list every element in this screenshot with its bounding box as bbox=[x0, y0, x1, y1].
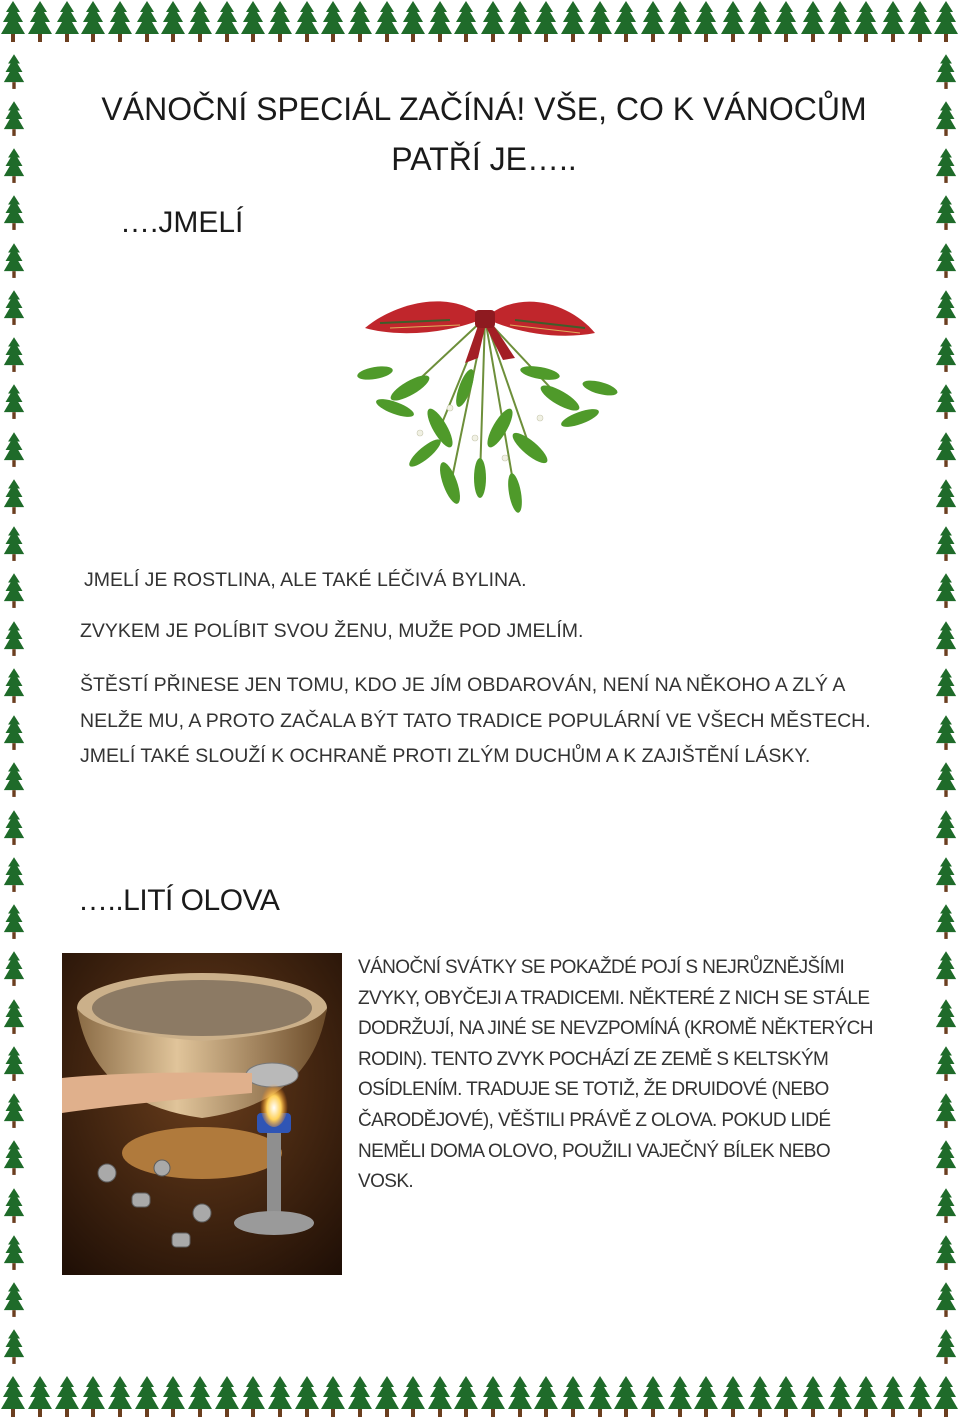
christmas-tree-icon bbox=[427, 1375, 453, 1419]
christmas-tree-icon bbox=[160, 0, 186, 44]
christmas-tree-icon bbox=[294, 0, 320, 44]
paragraph-jmeli-3: ŠTĚSTÍ PŘINESE JEN TOMU, KDO JE JÍM OBDAROVÁN, NENÍ NA NĚKOHO A ZLÝ A NELŽE MU, A PROTO ZAČALA BÝT TATO TRADICE POPULÁRNÍ VE VŠECH MĚSTECH. JMELÍ TAKÉ SLOUŽÍ K OCHRANĚ PROTI ZLÝM DUCHŮM A K ZAJIŠTĚNÍ LÁSKY. bbox=[80, 674, 871, 767]
section-heading-liti-olova: …..LITÍ OLOVA bbox=[78, 884, 280, 917]
christmas-tree-icon bbox=[935, 383, 957, 421]
christmas-tree-icon bbox=[935, 998, 957, 1036]
christmas-tree-icon bbox=[3, 950, 25, 988]
christmas-tree-icon bbox=[267, 0, 293, 44]
christmas-tree-icon bbox=[3, 242, 25, 280]
christmas-tree-icon bbox=[3, 761, 25, 799]
christmas-tree-icon bbox=[935, 147, 957, 185]
christmas-tree-icon bbox=[134, 0, 160, 44]
christmas-tree-icon bbox=[880, 1375, 906, 1419]
christmas-tree-icon bbox=[294, 1375, 320, 1419]
tree-border-left bbox=[0, 48, 28, 1371]
christmas-tree-icon bbox=[3, 809, 25, 847]
tree-border-top bbox=[0, 0, 960, 48]
christmas-tree-icon bbox=[935, 1281, 957, 1319]
christmas-tree-icon bbox=[693, 1375, 719, 1419]
mistletoe-image bbox=[300, 278, 660, 538]
christmas-tree-icon bbox=[3, 194, 25, 232]
christmas-tree-icon bbox=[134, 1375, 160, 1419]
christmas-tree-icon bbox=[560, 1375, 586, 1419]
christmas-tree-icon bbox=[935, 1328, 957, 1366]
christmas-tree-icon bbox=[187, 0, 213, 44]
christmas-tree-icon bbox=[347, 1375, 373, 1419]
christmas-tree-icon bbox=[27, 1375, 53, 1419]
christmas-tree-icon bbox=[54, 1375, 80, 1419]
christmas-tree-icon bbox=[853, 1375, 879, 1419]
christmas-tree-icon bbox=[773, 1375, 799, 1419]
christmas-tree-icon bbox=[935, 809, 957, 847]
christmas-tree-icon bbox=[3, 903, 25, 941]
christmas-tree-icon bbox=[3, 147, 25, 185]
christmas-tree-icon bbox=[533, 1375, 559, 1419]
christmas-tree-icon bbox=[935, 242, 957, 280]
christmas-tree-icon bbox=[0, 0, 26, 44]
christmas-tree-icon bbox=[935, 478, 957, 516]
christmas-tree-icon bbox=[3, 336, 25, 374]
christmas-tree-icon bbox=[827, 0, 853, 44]
christmas-tree-icon bbox=[667, 0, 693, 44]
christmas-tree-icon bbox=[187, 1375, 213, 1419]
christmas-tree-icon bbox=[935, 714, 957, 752]
christmas-tree-icon bbox=[427, 0, 453, 44]
christmas-tree-icon bbox=[480, 0, 506, 44]
christmas-tree-icon bbox=[3, 53, 25, 91]
page-title: VÁNOČNÍ SPECIÁL ZAČÍNÁ! VŠE, CO K VÁNOCŮM PATŘÍ JE….. bbox=[101, 91, 867, 177]
christmas-tree-icon bbox=[935, 525, 957, 563]
christmas-tree-icon bbox=[907, 1375, 933, 1419]
christmas-tree-icon bbox=[3, 431, 25, 469]
christmas-tree-icon bbox=[374, 0, 400, 44]
christmas-tree-icon bbox=[160, 1375, 186, 1419]
christmas-tree-icon bbox=[400, 0, 426, 44]
christmas-tree-icon bbox=[107, 1375, 133, 1419]
christmas-tree-icon bbox=[720, 0, 746, 44]
christmas-tree-icon bbox=[935, 289, 957, 327]
christmas-tree-icon bbox=[3, 667, 25, 705]
tree-border-bottom bbox=[0, 1371, 960, 1419]
christmas-tree-icon bbox=[507, 1375, 533, 1419]
christmas-tree-icon bbox=[935, 1092, 957, 1130]
christmas-tree-icon bbox=[3, 856, 25, 894]
christmas-tree-icon bbox=[320, 1375, 346, 1419]
christmas-tree-icon bbox=[400, 1375, 426, 1419]
christmas-tree-icon bbox=[3, 572, 25, 610]
christmas-tree-icon bbox=[935, 572, 957, 610]
christmas-tree-icon bbox=[267, 1375, 293, 1419]
christmas-tree-icon bbox=[3, 1281, 25, 1319]
christmas-tree-icon bbox=[3, 100, 25, 138]
christmas-tree-icon bbox=[827, 1375, 853, 1419]
christmas-tree-icon bbox=[747, 0, 773, 44]
christmas-tree-icon bbox=[933, 0, 959, 44]
christmas-tree-icon bbox=[935, 903, 957, 941]
christmas-tree-icon bbox=[507, 0, 533, 44]
christmas-tree-icon bbox=[533, 0, 559, 44]
christmas-tree-icon bbox=[800, 0, 826, 44]
christmas-tree-icon bbox=[935, 620, 957, 658]
christmas-tree-icon bbox=[3, 1187, 25, 1225]
christmas-tree-icon bbox=[374, 1375, 400, 1419]
christmas-tree-icon bbox=[3, 620, 25, 658]
christmas-tree-icon bbox=[935, 1187, 957, 1225]
christmas-tree-icon bbox=[773, 0, 799, 44]
christmas-tree-icon bbox=[640, 1375, 666, 1419]
christmas-tree-icon bbox=[347, 0, 373, 44]
christmas-tree-icon bbox=[453, 0, 479, 44]
christmas-tree-icon bbox=[3, 525, 25, 563]
christmas-tree-icon bbox=[54, 0, 80, 44]
christmas-tree-icon bbox=[800, 1375, 826, 1419]
christmas-tree-icon bbox=[907, 0, 933, 44]
christmas-tree-icon bbox=[80, 1375, 106, 1419]
christmas-tree-icon bbox=[935, 100, 957, 138]
tree-border-right bbox=[932, 48, 960, 1371]
paragraph-jmeli-1: JMELÍ JE ROSTLINA, ALE TAKÉ LÉČIVÁ BYLINA. bbox=[84, 569, 527, 591]
christmas-tree-icon bbox=[933, 1375, 959, 1419]
christmas-tree-icon bbox=[3, 1328, 25, 1366]
christmas-tree-icon bbox=[3, 1234, 25, 1272]
christmas-tree-icon bbox=[3, 998, 25, 1036]
christmas-tree-icon bbox=[3, 478, 25, 516]
christmas-tree-icon bbox=[640, 0, 666, 44]
christmas-tree-icon bbox=[0, 1375, 26, 1419]
christmas-tree-icon bbox=[3, 1045, 25, 1083]
christmas-tree-icon bbox=[935, 194, 957, 232]
section-heading-jmeli: ….JMELÍ bbox=[120, 206, 244, 239]
christmas-tree-icon bbox=[747, 1375, 773, 1419]
christmas-tree-icon bbox=[935, 667, 957, 705]
paragraph-liti-olova: VÁNOČNÍ SVÁTKY SE POKAŽDÉ POJÍ S NEJRŮZNĚJŠÍMI ZVYKY, OBYČEJI A TRADICEMI. NĚKTERÉ Z NICH SE STÁLE DODRŽUJÍ, NA JINÉ SE NEVZPOMÍNÁ (KROMĚ NĚKTERÝCH RODIN). TENTO ZVYK POCHÁZÍ ZE ZEMĚ S KELTSKÝM OSÍDLENÍM. TRADUJE SE TOTIŽ, ŽE DRUIDOVÉ (NEBO ČARODĚJOVÉ), VĚŠTILI PRÁVĚ Z OLOVA. POKUD LIDÉ NEMĚLI DOMA OLOVO, POUŽILI VAJEČNÝ BÍLEK NEBO VOSK. bbox=[358, 957, 873, 1193]
christmas-tree-icon bbox=[3, 1092, 25, 1130]
christmas-tree-icon bbox=[240, 1375, 266, 1419]
christmas-tree-icon bbox=[453, 1375, 479, 1419]
christmas-tree-icon bbox=[480, 1375, 506, 1419]
christmas-tree-icon bbox=[935, 336, 957, 374]
christmas-tree-icon bbox=[693, 0, 719, 44]
christmas-tree-icon bbox=[3, 383, 25, 421]
christmas-tree-icon bbox=[107, 0, 133, 44]
candle-bowl-image bbox=[62, 953, 342, 1275]
christmas-tree-icon bbox=[27, 0, 53, 44]
christmas-tree-icon bbox=[935, 950, 957, 988]
christmas-tree-icon bbox=[613, 0, 639, 44]
christmas-tree-icon bbox=[720, 1375, 746, 1419]
christmas-tree-icon bbox=[667, 1375, 693, 1419]
paragraph-jmeli-2: ZVYKEM JE POLÍBIT SVOU ŽENU, MUŽE POD JMELÍM. bbox=[80, 620, 584, 642]
christmas-tree-icon bbox=[935, 1045, 957, 1083]
christmas-tree-icon bbox=[853, 0, 879, 44]
christmas-tree-icon bbox=[560, 0, 586, 44]
christmas-tree-icon bbox=[613, 1375, 639, 1419]
christmas-tree-icon bbox=[587, 0, 613, 44]
christmas-tree-icon bbox=[80, 0, 106, 44]
christmas-tree-icon bbox=[935, 431, 957, 469]
christmas-tree-icon bbox=[935, 1139, 957, 1177]
christmas-tree-icon bbox=[320, 0, 346, 44]
christmas-tree-icon bbox=[3, 289, 25, 327]
christmas-tree-icon bbox=[3, 714, 25, 752]
christmas-tree-icon bbox=[587, 1375, 613, 1419]
mistletoe-leaves bbox=[356, 318, 619, 514]
christmas-tree-icon bbox=[935, 1234, 957, 1272]
christmas-tree-icon bbox=[240, 0, 266, 44]
christmas-tree-icon bbox=[880, 0, 906, 44]
christmas-tree-icon bbox=[935, 856, 957, 894]
christmas-tree-icon bbox=[3, 1139, 25, 1177]
christmas-tree-icon bbox=[214, 1375, 240, 1419]
christmas-tree-icon bbox=[214, 0, 240, 44]
red-ribbon-bow bbox=[365, 301, 595, 363]
christmas-tree-icon bbox=[935, 53, 957, 91]
christmas-tree-icon bbox=[935, 761, 957, 799]
